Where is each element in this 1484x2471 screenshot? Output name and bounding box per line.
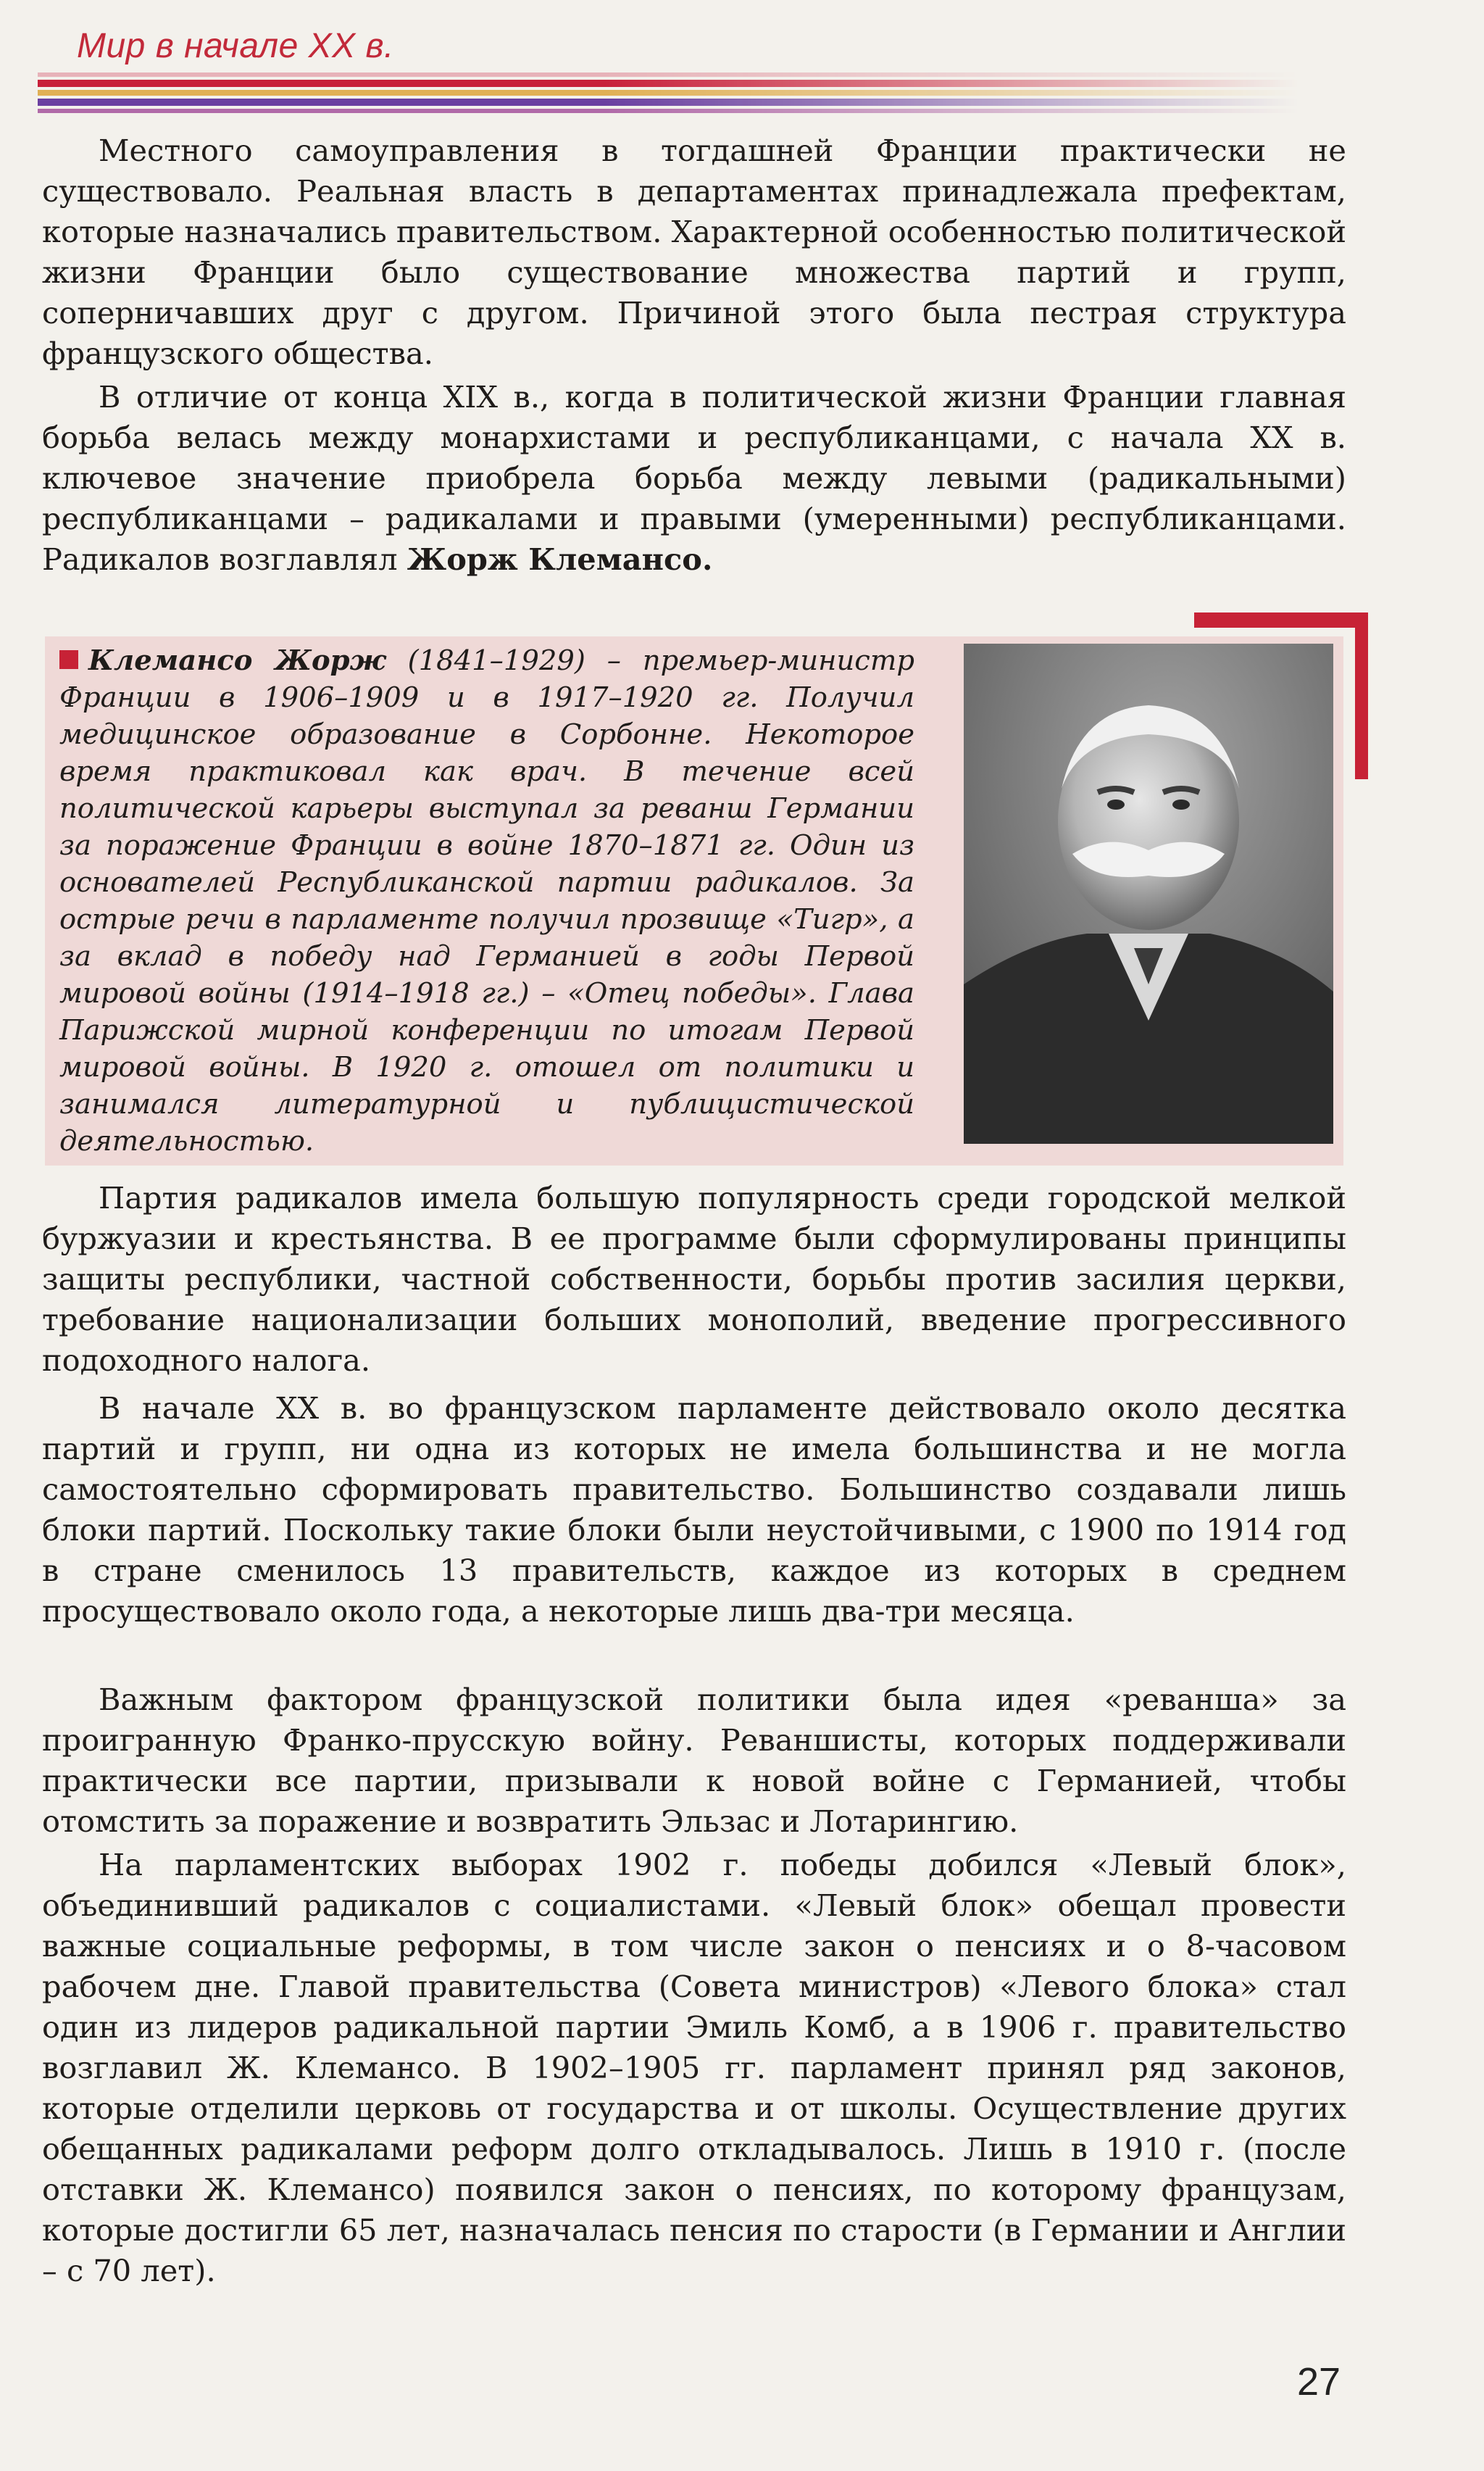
biography-text	[59, 636, 914, 1160]
paragraph-2-text: В отличие от конца XIX в., когда в политической жизни Франции главная борьба велась между монархистами и республиканцами, с начала XX в. ключевое значение приобрела борьба между левыми (радикальными) республиканцами – радикалами и правыми (умеренными) республиканцами. Радикалов возглавлял	[42, 379, 1346, 577]
bio-marker-icon	[59, 650, 78, 669]
page-number: 27	[1297, 2360, 1341, 2404]
paragraph-4: В начале XX в. во французском парламенте действовало около десятка партий и групп, ни одна из которых не имела большинства и не могла самостоятельно сформировать правительство. Большинство создавали лишь блоки партий. Поскольку такие блоки были неустойчивыми, с 1900 по 1914 год в стране сменилось 13 правительств, каждое из которых в среднем просуществовало около года, а некоторые лишь два-три месяца.	[42, 1390, 1346, 1629]
bio-body: (1841–1929) – премьер-министр Франции в 1906–1909 и в 1917–1920 гг. Получил медицинское образование в Сорбонне. Некоторое время практиковал как врач. В течение всей политической карьеры выступал за реванш Германии за поражение Франции в войне 1870–1871 гг. Один из основателей Республиканской партии радикалов. За острые речи в парламенте получил прозвище «Тигр», а за вклад в победу над Германией в годы Первой мировой войны (1914–1918 гг.) – «Отец победы». Глава Парижской мирной конференции по итогам Первой мировой войны. В 1920 г. отошел от политики и занимался литературной и публицистической деятельностью.	[59, 644, 914, 1158]
section-title: Мир в начале XX в.	[77, 27, 394, 65]
header-decorative-stripes	[38, 72, 1298, 123]
paragraph-5: Важным фактором французской политики была идея «реванша» за проигранную Франко-прусскую войну. Реваншисты, которых поддерживали практически все партии, призывали к новой войне с Германией, чтобы отомстить за поражение и возвратить Эльзас и Лотарингию.	[42, 1682, 1346, 1839]
page-header	[38, 20, 1298, 115]
paragraph-3: Партия радикалов имела большую популярность среди городской мелкой буржуазии и крестьянства. В ее программе были сформулированы принципы защиты республики, частной собственности, борьбы против засилия церкви, требование национализации больших монополий, введение прогрессивного подоходного налога.	[42, 1180, 1346, 1378]
portrait-photo	[964, 644, 1333, 1144]
paragraph-1: Местного самоуправления в тогдашней Франции практически не существовало. Реальная власть в департаментах принадлежала префектам, которые назначались правительством. Характерной особенностью политической жизни Франции было существование множества партий и групп, соперничавших друг с другом. Причиной этого была пестрая структура французского общества.	[42, 133, 1346, 371]
bio-name: Клемансо Жорж	[88, 644, 386, 677]
portrait-illustration	[964, 644, 1333, 1144]
paragraph-2-bold-name: Жорж Клемансо.	[407, 541, 713, 577]
paragraph-2	[42, 377, 1346, 580]
paragraph-6: На парламентских выборах 1902 г. победы добился «Левый блок», объединивший радикалов с социалистами. «Левый блок» обещал провести важные социальные реформы, в том числе закон о пенсиях и о 8-часовом рабочем дне. Главой правительства (Совета министров) «Левого блока» стал один из лидеров радикальной партии Эмиль Комб, а в 1906 г. правительство возглавил Ж. Клемансо. В 1902–1905 гг. парламент принял ряд законов, которые отделили церковь от государства и от школы. Осуществление других обещанных радикалами реформ долго откладывалось. Лишь в 1910 г. (после отставки Ж. Клемансо) появился закон о пенсиях, по которому французам, которые достигли 65 лет, назначалась пенсия по старости (в Германии и Англии – с 70 лет).	[42, 1847, 1346, 2288]
